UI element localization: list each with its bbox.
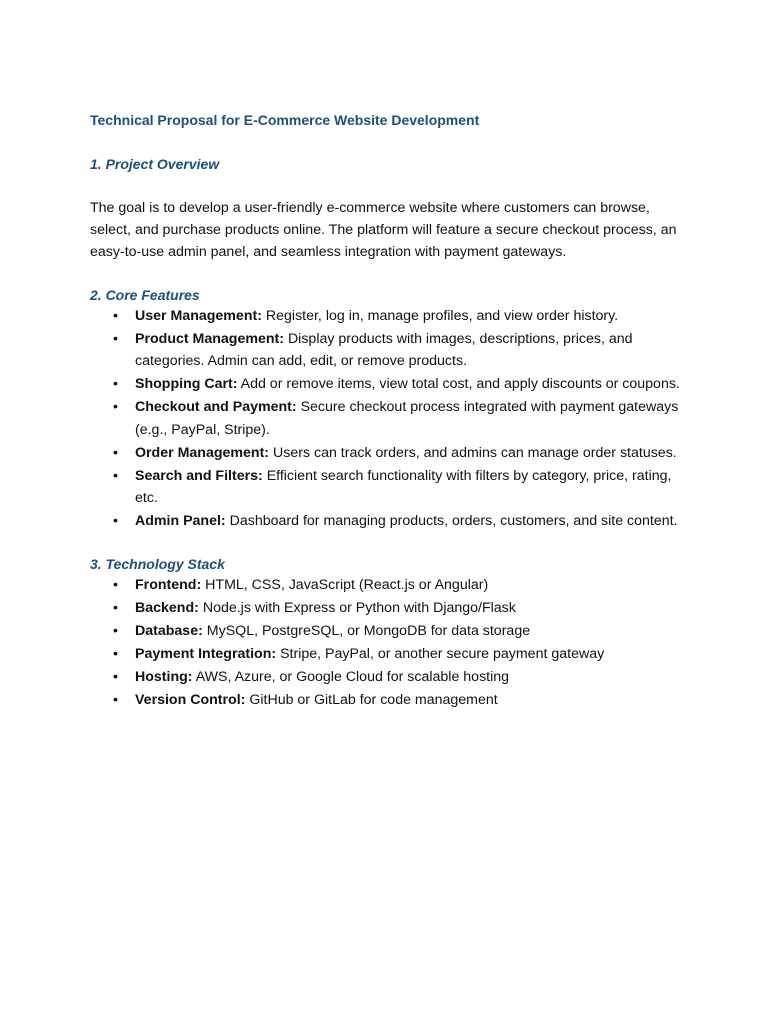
bullet-icon: • xyxy=(113,399,118,416)
list-item-term: Order Management: xyxy=(135,444,270,461)
list-item xyxy=(90,689,680,711)
list-item xyxy=(90,597,680,619)
list-item-term: Admin Panel: xyxy=(135,513,226,530)
bullet-icon: • xyxy=(113,645,118,662)
list-item-text: Dashboard for managing products, orders, customers, and site content. xyxy=(229,513,678,530)
list-item-text: GitHub or GitLab for code management xyxy=(249,691,498,708)
document-content xyxy=(90,110,680,712)
list-item xyxy=(90,643,680,665)
list-item-text: Display products with images, descriptions, prices, and categories. Admin can add, edit, or remove products. xyxy=(135,331,633,370)
section-heading-project-overview: 1. Project Overview xyxy=(90,156,220,172)
list-item-text: Node.js with Express or Python with Django/Flask xyxy=(202,599,516,616)
bullet-icon: • xyxy=(113,467,118,484)
list-item xyxy=(90,510,680,532)
list-item-term: Version Control: xyxy=(135,691,246,708)
technology-stack-list xyxy=(90,574,680,711)
list-item-text: Add or remove items, view total cost, and apply discounts or coupons. xyxy=(240,376,680,393)
list-item xyxy=(90,328,680,373)
list-item xyxy=(90,465,680,510)
bullet-icon: • xyxy=(113,691,118,708)
list-item xyxy=(90,305,680,327)
project-overview-paragraph: The goal is to develop a user-friendly e-commerce website where customers can browse, select, and purchase products online. The platform will feature a secure checkout process, an easy-to-use admin panel, and seamless integration with payment gateways. xyxy=(90,200,677,260)
list-item-term: Checkout and Payment: xyxy=(135,399,297,416)
bullet-icon: • xyxy=(113,622,118,639)
list-item-term: Hosting: xyxy=(135,668,193,685)
list-item-text: Users can track orders, and admins can manage order statuses. xyxy=(272,444,677,461)
bullet-icon: • xyxy=(113,513,118,530)
list-item-term: Payment Integration: xyxy=(135,645,277,662)
core-features-list xyxy=(90,305,680,533)
list-item-text: MySQL, PostgreSQL, or MongoDB for data storage xyxy=(206,622,531,639)
bullet-icon: • xyxy=(113,576,118,593)
list-item-term: Backend: xyxy=(135,599,199,616)
list-item-text: Secure checkout process integrated with payment gateways (e.g., PayPal, Stripe). xyxy=(135,399,679,438)
list-item-term: User Management: xyxy=(135,308,262,324)
list-item-text: Efficient search functionality with filters by category, price, rating, etc. xyxy=(135,467,672,507)
bullet-icon: • xyxy=(113,599,118,616)
list-item xyxy=(90,574,680,596)
list-item-text: AWS, Azure, or Google Cloud for scalable hosting xyxy=(195,668,510,685)
list-item xyxy=(90,373,680,395)
list-item xyxy=(90,666,680,688)
list-item xyxy=(90,620,680,642)
list-item-term: Database: xyxy=(135,622,203,639)
document-title: Technical Proposal for E-Commerce Website Development xyxy=(90,112,480,128)
list-item-text: HTML, CSS, JavaScript (React.js or Angular) xyxy=(205,576,489,593)
list-item xyxy=(90,396,680,441)
section-heading-technology-stack: 3. Technology Stack xyxy=(90,555,225,572)
list-item-term: Shopping Cart: xyxy=(135,376,238,393)
bullet-icon: • xyxy=(113,308,118,324)
list-item-term: Product Management: xyxy=(135,331,284,347)
bullet-icon: • xyxy=(113,376,118,393)
list-item-term: Search and Filters: xyxy=(135,467,263,484)
section-heading-core-features: 2. Core Features xyxy=(90,287,200,303)
list-item xyxy=(90,442,680,464)
list-item-term: Frontend: xyxy=(135,576,202,593)
bullet-icon: • xyxy=(113,331,118,347)
list-item-text: Stripe, PayPal, or another secure payment gateway xyxy=(280,645,605,662)
bullet-icon: • xyxy=(113,444,118,461)
bullet-icon: • xyxy=(113,668,118,685)
list-item-text: Register, log in, manage profiles, and view order history. xyxy=(265,308,619,324)
